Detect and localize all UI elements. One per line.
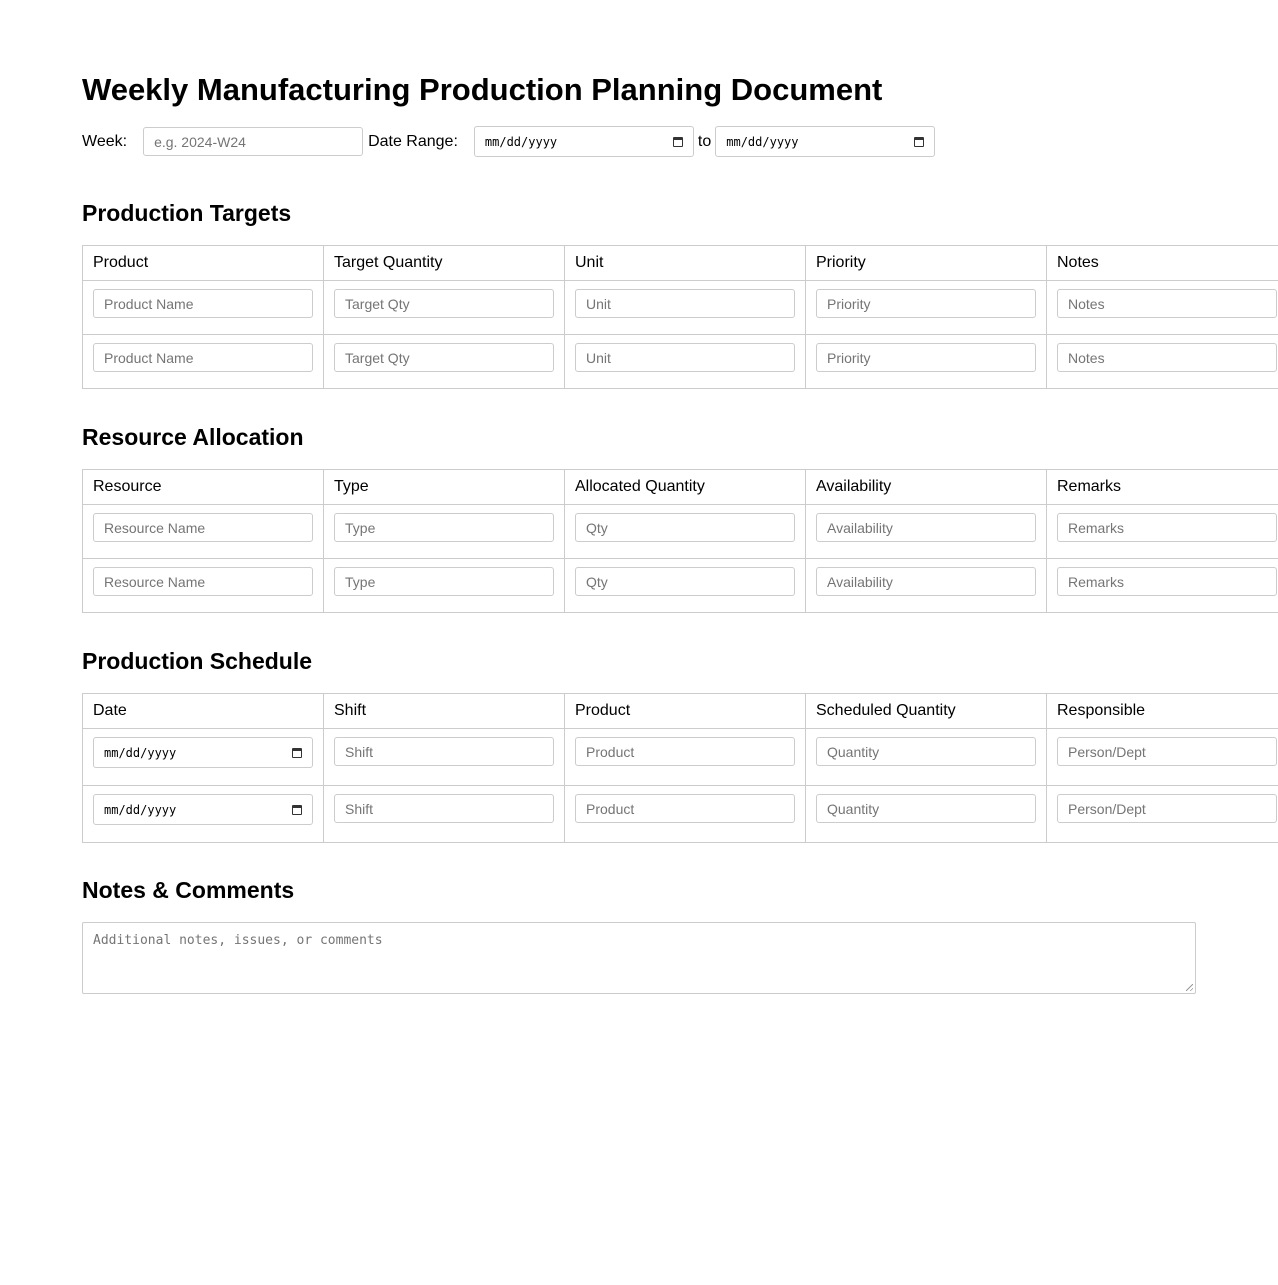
date-range-label: Date Range: — [368, 132, 458, 150]
product-input[interactable] — [93, 343, 313, 372]
table-row — [83, 786, 1278, 843]
placeholder: Remarks — [1068, 573, 1125, 590]
type-input[interactable] — [334, 513, 554, 542]
placeholder: mm/dd/yyyy — [104, 745, 177, 760]
placeholder: Availability — [827, 573, 893, 590]
column-header: Unit — [565, 246, 806, 281]
table-cell — [565, 335, 806, 389]
to-label: to — [697, 132, 712, 150]
header-row — [83, 246, 1278, 281]
placeholder: Quantity — [827, 743, 880, 760]
table-cell — [324, 786, 565, 843]
table-cell — [565, 559, 806, 613]
notes-placeholder: Additional notes, issues, or comments — [93, 933, 383, 948]
table-cell — [806, 281, 1047, 335]
placeholder: Unit — [586, 349, 611, 366]
placeholder: Availability — [827, 519, 893, 536]
target-quantity-input[interactable] — [334, 289, 554, 318]
table-cell — [806, 729, 1047, 786]
column-header: Availability — [806, 470, 1047, 505]
targets-table — [82, 245, 1278, 389]
column-header: Resource — [83, 470, 324, 505]
notes-heading: Notes & Comments — [82, 877, 295, 903]
resize-handle[interactable] — [1186, 984, 1193, 991]
schedule-table — [82, 693, 1278, 843]
date-input[interactable] — [93, 794, 313, 825]
scheduled-quantity-input[interactable] — [816, 737, 1036, 766]
calendar-icon[interactable] — [292, 805, 302, 815]
placeholder: Product Name — [104, 349, 194, 366]
table-row — [83, 559, 1278, 613]
table-cell — [324, 505, 565, 559]
allocated-quantity-input[interactable] — [575, 513, 795, 542]
placeholder: Shift — [345, 743, 374, 760]
placeholder: Product — [586, 800, 635, 817]
notes-input[interactable] — [1057, 289, 1277, 318]
target-quantity-input[interactable] — [334, 343, 554, 372]
end-date-placeholder: mm/dd/yyyy — [726, 134, 799, 149]
table-row — [83, 505, 1278, 559]
column-header: Product — [565, 694, 806, 729]
table-row — [83, 729, 1278, 786]
placeholder: Qty — [586, 573, 608, 590]
table-cell — [83, 786, 324, 843]
priority-input[interactable] — [816, 289, 1036, 318]
table-cell — [83, 335, 324, 389]
shift-input[interactable] — [334, 737, 554, 766]
date-input[interactable] — [93, 737, 313, 768]
table-cell — [565, 729, 806, 786]
scheduled-quantity-input[interactable] — [816, 794, 1036, 823]
placeholder: Quantity — [827, 800, 880, 817]
table-cell — [1047, 335, 1278, 389]
placeholder: Person/Dept — [1068, 800, 1146, 817]
placeholder: Shift — [345, 800, 374, 817]
header-row — [83, 470, 1278, 505]
table-cell — [1047, 786, 1278, 843]
table-cell — [324, 729, 565, 786]
column-header: Priority — [806, 246, 1047, 281]
placeholder: mm/dd/yyyy — [104, 802, 177, 817]
placeholder: Priority — [827, 349, 871, 366]
placeholder: Type — [345, 573, 376, 590]
remarks-input[interactable] — [1057, 567, 1277, 596]
table-cell — [1047, 559, 1278, 613]
unit-input[interactable] — [575, 343, 795, 372]
resources-heading: Resource Allocation — [82, 424, 304, 450]
availability-input[interactable] — [816, 513, 1036, 542]
column-header: Responsible — [1047, 694, 1278, 729]
availability-input[interactable] — [816, 567, 1036, 596]
table-cell — [324, 281, 565, 335]
column-header: Notes — [1047, 246, 1278, 281]
schedule-heading: Production Schedule — [82, 648, 313, 674]
table-cell — [806, 786, 1047, 843]
start-date-placeholder: mm/dd/yyyy — [484, 134, 558, 149]
week-label: Week: — [82, 132, 128, 150]
table-cell — [83, 281, 324, 335]
column-header: Shift — [324, 694, 565, 729]
table-cell — [83, 729, 324, 786]
placeholder: Priority — [827, 295, 871, 312]
table-cell — [565, 281, 806, 335]
table-cell — [806, 559, 1047, 613]
product-input[interactable] — [93, 289, 313, 318]
notes-input[interactable] — [1057, 343, 1277, 372]
table-cell — [83, 559, 324, 613]
resources-table — [82, 469, 1278, 613]
priority-input[interactable] — [816, 343, 1036, 372]
column-header: Target Quantity — [324, 246, 565, 281]
table-row — [83, 335, 1278, 389]
placeholder: Product Name — [104, 295, 194, 312]
product-input[interactable] — [575, 737, 795, 766]
week-input[interactable] — [143, 127, 363, 156]
table-cell — [1047, 281, 1278, 335]
type-input[interactable] — [334, 567, 554, 596]
table-cell — [324, 335, 565, 389]
table-row — [83, 281, 1278, 335]
resource-input[interactable] — [93, 513, 313, 542]
week-placeholder: e.g. 2024-W24 — [154, 133, 246, 150]
placeholder: Qty — [586, 519, 608, 536]
column-header: Scheduled Quantity — [806, 694, 1047, 729]
notes-textarea[interactable] — [82, 922, 1196, 994]
placeholder: Type — [345, 519, 376, 536]
column-header: Type — [324, 470, 565, 505]
column-header: Date — [83, 694, 324, 729]
table-cell — [1047, 729, 1278, 786]
header-fields — [82, 126, 935, 157]
placeholder: Remarks — [1068, 519, 1125, 536]
placeholder: Unit — [586, 295, 611, 312]
placeholder: Resource Name — [104, 573, 206, 590]
shift-input[interactable] — [334, 794, 554, 823]
table-cell — [806, 335, 1047, 389]
column-header: Remarks — [1047, 470, 1278, 505]
page-title: Weekly Manufacturing Production Planning Document — [82, 72, 883, 107]
placeholder: Person/Dept — [1068, 743, 1146, 760]
unit-input[interactable] — [575, 289, 795, 318]
responsible-input[interactable] — [1057, 737, 1277, 766]
placeholder: Target Qty — [345, 295, 410, 312]
table-cell — [565, 786, 806, 843]
resource-input[interactable] — [93, 567, 313, 596]
table-cell — [324, 559, 565, 613]
column-header: Product — [83, 246, 324, 281]
end-date-input[interactable] — [715, 126, 935, 157]
calendar-icon[interactable] — [292, 748, 302, 758]
product-input[interactable] — [575, 794, 795, 823]
header-row — [83, 694, 1278, 729]
table-cell — [565, 505, 806, 559]
table-cell — [1047, 505, 1278, 559]
table-cell — [806, 505, 1047, 559]
placeholder: Notes — [1068, 295, 1105, 312]
remarks-input[interactable] — [1057, 513, 1277, 542]
placeholder: Target Qty — [345, 349, 410, 366]
placeholder: Resource Name — [104, 519, 206, 536]
start-date-input[interactable] — [474, 126, 694, 157]
placeholder: Product — [586, 743, 635, 760]
placeholder: Notes — [1068, 349, 1105, 366]
targets-heading: Production Targets — [82, 200, 292, 226]
column-header: Allocated Quantity — [565, 470, 806, 505]
calendar-icon[interactable] — [914, 137, 924, 147]
table-cell — [83, 505, 324, 559]
allocated-quantity-input[interactable] — [575, 567, 795, 596]
calendar-icon[interactable] — [673, 137, 683, 147]
responsible-input[interactable] — [1057, 794, 1277, 823]
